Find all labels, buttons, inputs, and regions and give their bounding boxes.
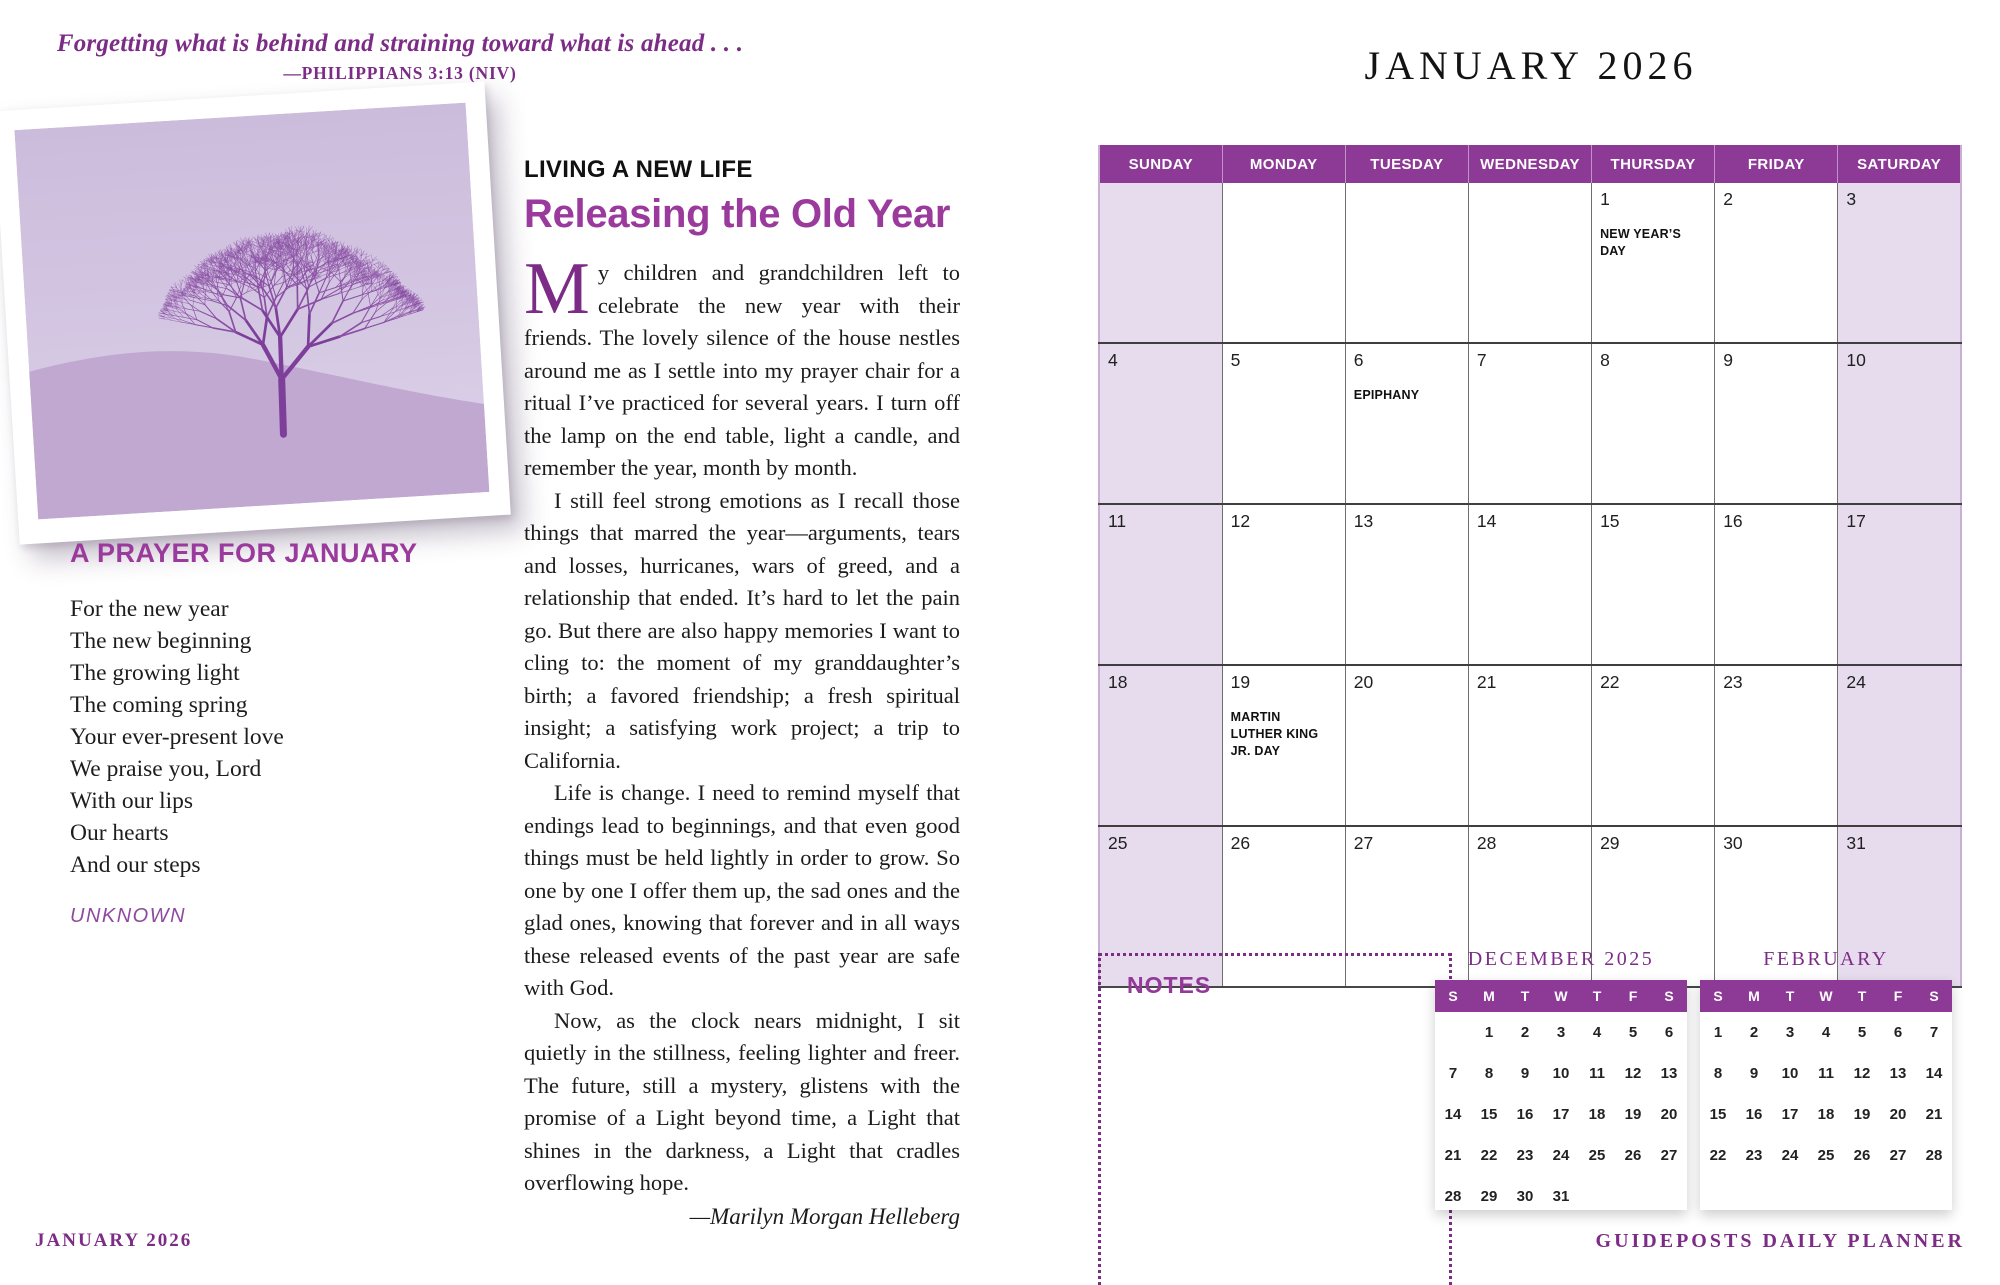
mini-day-cell: 21 xyxy=(1444,1147,1462,1164)
mini-weekday-header: T xyxy=(1579,980,1615,1012)
mini-day-cell: 20 xyxy=(1889,1106,1907,1123)
mini-day-cell: 30 xyxy=(1516,1188,1534,1205)
mini-day-cell: 4 xyxy=(1592,1024,1602,1041)
prayer-lines xyxy=(70,593,470,881)
mini-day-cell: 3 xyxy=(1785,1024,1795,1041)
mini-day-cell: 22 xyxy=(1480,1147,1498,1164)
mini-weekday-header: W xyxy=(1808,980,1844,1012)
mini-day-cell xyxy=(1579,1176,1615,1210)
mini-day-cell xyxy=(1435,1012,1471,1053)
mini-day-cell: 1 xyxy=(1713,1024,1723,1041)
calendar-grid xyxy=(1099,183,1961,987)
mini-day-cell: 23 xyxy=(1516,1147,1534,1164)
left-page-footer: JANUARY 2026 xyxy=(35,1230,193,1251)
prayer-line: And our steps xyxy=(70,852,201,878)
mini-day-cell: 8 xyxy=(1484,1065,1494,1082)
calendar-day-cell xyxy=(1715,504,1838,665)
mini-day-cell: 8 xyxy=(1713,1065,1723,1082)
calendar-day-cell xyxy=(1715,665,1838,826)
mini-calendar-table xyxy=(1435,980,1687,1210)
mini-weekday-header: T xyxy=(1772,980,1808,1012)
mini-day-cell: 25 xyxy=(1588,1147,1606,1164)
day-number: 30 xyxy=(1723,833,1743,853)
day-number: 13 xyxy=(1353,511,1374,531)
mini-day-cell: 2 xyxy=(1520,1024,1530,1041)
calendar-day-cell xyxy=(1592,343,1715,504)
tree-photo xyxy=(0,81,511,544)
day-number: 23 xyxy=(1723,672,1743,692)
calendar-day-cell xyxy=(1345,183,1468,343)
day-number: 8 xyxy=(1600,350,1610,370)
calendar-day-cell xyxy=(1099,665,1222,826)
mini-day-cell: 12 xyxy=(1853,1065,1871,1082)
mini-week-row xyxy=(1700,1135,1952,1176)
calendar-day-cell xyxy=(1838,343,1961,504)
day-number: 16 xyxy=(1723,511,1743,531)
day-number: 26 xyxy=(1230,833,1251,853)
day-number: 27 xyxy=(1353,833,1374,853)
day-number: 19 xyxy=(1230,672,1251,692)
calendar-week-row xyxy=(1099,343,1961,504)
prayer-line: We praise you, Lord xyxy=(70,756,262,782)
mini-weekday-header: F xyxy=(1615,980,1651,1012)
prayer-block xyxy=(70,538,470,928)
tree-photo-scene xyxy=(14,103,489,520)
mini-day-cell: 26 xyxy=(1853,1147,1871,1164)
mini-day-cell: 2 xyxy=(1749,1024,1759,1041)
mini-day-cell: 17 xyxy=(1781,1106,1799,1123)
mini-weekday-header: S xyxy=(1700,980,1736,1012)
mini-day-cell: 14 xyxy=(1925,1065,1943,1082)
mini-week-row xyxy=(1435,1053,1687,1094)
day-number: 4 xyxy=(1108,350,1118,370)
mini-day-cell: 9 xyxy=(1749,1065,1759,1082)
calendar-day-cell xyxy=(1099,183,1222,343)
mini-day-cell: 10 xyxy=(1781,1065,1799,1082)
mini-day-cell: 24 xyxy=(1781,1147,1799,1164)
mini-day-cell xyxy=(1615,1176,1651,1210)
weekday-header: WEDNESDAY xyxy=(1468,145,1591,183)
article-paragraph xyxy=(524,248,960,485)
day-number: 12 xyxy=(1230,511,1251,531)
drop-cap: M xyxy=(524,248,590,330)
mini-day-cell: 12 xyxy=(1624,1065,1642,1082)
mini-day-cell: 26 xyxy=(1624,1147,1642,1164)
prayer-line: The coming spring xyxy=(70,692,248,718)
day-number: 25 xyxy=(1108,833,1128,853)
day-number: 18 xyxy=(1108,672,1128,692)
calendar-day-cell xyxy=(1222,504,1345,665)
mini-day-cell: 27 xyxy=(1660,1147,1678,1164)
prayer-line: For the new year xyxy=(70,596,229,622)
weekday-header: THURSDAY xyxy=(1592,145,1715,183)
mini-calendar-table xyxy=(1700,980,1952,1176)
mini-weekday-header-row xyxy=(1435,980,1687,1012)
mini-day-cell: 16 xyxy=(1516,1106,1534,1123)
calendar-day-cell xyxy=(1345,665,1468,826)
mini-day-cell: 11 xyxy=(1589,1065,1605,1082)
mini-day-cell: 25 xyxy=(1817,1147,1835,1164)
day-number: 15 xyxy=(1600,511,1620,531)
mini-weekday-header: M xyxy=(1471,980,1507,1012)
devotional-article xyxy=(524,156,960,1230)
mini-calendar-title: DECEMBER 2025 xyxy=(1467,948,1655,970)
day-number: 10 xyxy=(1846,350,1866,370)
calendar-day-cell xyxy=(1099,343,1222,504)
prayer-line: With our lips xyxy=(70,788,194,814)
mini-calendar-box xyxy=(1435,980,1687,1210)
mini-day-cell: 14 xyxy=(1444,1106,1462,1123)
mini-day-cell: 23 xyxy=(1745,1147,1763,1164)
day-number: 28 xyxy=(1476,833,1497,853)
mini-day-cell: 6 xyxy=(1893,1024,1903,1041)
mini-day-cell: 9 xyxy=(1520,1065,1530,1082)
calendar-day-cell xyxy=(1592,183,1715,343)
mini-day-cell: 1 xyxy=(1484,1024,1494,1041)
day-number: 24 xyxy=(1846,672,1866,692)
weekday-header: SATURDAY xyxy=(1838,145,1961,183)
mini-week-row xyxy=(1435,1094,1687,1135)
calendar-week-row xyxy=(1099,665,1961,826)
scripture-quote xyxy=(55,30,745,84)
day-number: 14 xyxy=(1476,511,1497,531)
weekday-header: SUNDAY xyxy=(1099,145,1222,183)
mini-weekday-header: S xyxy=(1916,980,1952,1012)
mini-day-cell: 6 xyxy=(1664,1024,1674,1041)
mini-weekday-header-row xyxy=(1700,980,1952,1012)
day-number: 31 xyxy=(1846,833,1866,853)
right-page-footer: GUIDEPOSTS DAILY PLANNER xyxy=(1595,1230,1965,1252)
calendar-day-cell xyxy=(1715,183,1838,343)
day-number: 5 xyxy=(1230,350,1241,370)
mini-day-cell: 7 xyxy=(1929,1024,1939,1041)
weekday-header: FRIDAY xyxy=(1715,145,1838,183)
mini-day-cell: 7 xyxy=(1448,1065,1458,1082)
mini-day-cell: 5 xyxy=(1857,1024,1867,1041)
day-number: 22 xyxy=(1600,672,1620,692)
mini-week-row xyxy=(1700,1012,1952,1053)
day-number: 6 xyxy=(1353,350,1364,370)
weekday-header-row xyxy=(1099,145,1961,183)
article-title: Releasing the Old Year xyxy=(524,192,951,236)
calendar-day-cell xyxy=(1592,504,1715,665)
prayer-line: The growing light xyxy=(70,660,240,686)
prayer-attribution: UNKNOWN xyxy=(70,905,187,927)
mini-weekday-header: W xyxy=(1543,980,1579,1012)
notes-label: NOTES xyxy=(1127,972,1212,998)
day-number: 7 xyxy=(1476,350,1487,370)
mini-day-cell xyxy=(1651,1176,1687,1210)
mini-weekday-header: M xyxy=(1736,980,1772,1012)
day-number: 11 xyxy=(1108,511,1127,531)
mini-weekday-header: T xyxy=(1507,980,1543,1012)
holiday-label: NEW YEAR’S DAY xyxy=(1600,227,1682,258)
article-paragraph: I still feel strong emotions as I recall those things that marred the year—arguments, tears and losses, hurricanes, wars of greed, and a relationship that ended. It’s hard to let the pain go. But there are also happy memories I want to cling to: the moment of my granddaughter’s birth; a favored friendship; a fresh spiritual insight; a satisfying work project; a trip to California. xyxy=(524,487,960,773)
calendar-day-cell xyxy=(1838,183,1961,343)
mini-day-cell: 19 xyxy=(1624,1106,1642,1123)
paragraph-text: y children and grandchildren left to celebrate the new year with their friends. The lovely silence of the house nestles around me as I settle into my prayer chair for a ritual I’ve practiced for several years. I turn off the lamp on the end table, light a candle, and remember the year, month by month. xyxy=(524,260,960,480)
mini-day-cell: 29 xyxy=(1480,1188,1498,1205)
calendar-day-cell xyxy=(1345,504,1468,665)
calendar-day-cell xyxy=(1838,665,1961,826)
mini-day-cell: 18 xyxy=(1588,1106,1606,1123)
article-body xyxy=(524,248,960,1230)
calendar-day-cell xyxy=(1222,665,1345,826)
mini-day-cell: 16 xyxy=(1745,1106,1763,1123)
day-number: 21 xyxy=(1476,672,1497,692)
mini-day-cell: 3 xyxy=(1556,1024,1566,1041)
mini-day-cell: 15 xyxy=(1709,1106,1727,1123)
mini-calendar-february xyxy=(1700,948,1952,1210)
month-title: JANUARY 2026 xyxy=(1364,43,1698,88)
calendar-week-row xyxy=(1099,504,1961,665)
mini-day-cell: 20 xyxy=(1660,1106,1678,1123)
mini-day-cell: 28 xyxy=(1444,1188,1462,1205)
calendar-day-cell xyxy=(1468,183,1591,343)
calendar-day-cell xyxy=(1838,504,1961,665)
mini-day-cell: 5 xyxy=(1628,1024,1638,1041)
scripture-reference: —PHILIPPIANS 3:13 (NIV) xyxy=(283,63,517,83)
calendar-day-cell xyxy=(1222,343,1345,504)
calendar-week-row xyxy=(1099,183,1961,343)
calendar-day-cell xyxy=(1592,665,1715,826)
holiday-label: MARTIN LUTHER KING JR. DAY xyxy=(1230,710,1319,758)
prayer-line: The new beginning xyxy=(70,628,252,654)
mini-week-row xyxy=(1435,1012,1687,1053)
mini-day-cell: 28 xyxy=(1925,1147,1943,1164)
mini-day-cell: 19 xyxy=(1853,1106,1871,1123)
mini-day-cell: 17 xyxy=(1552,1106,1570,1123)
day-number: 17 xyxy=(1846,511,1866,531)
calendar-day-cell xyxy=(1222,183,1345,343)
calendar-day-cell xyxy=(1345,343,1468,504)
mini-weekday-header: S xyxy=(1435,980,1471,1012)
calendar-day-cell xyxy=(1099,504,1222,665)
mini-day-cell: 15 xyxy=(1480,1106,1498,1123)
mini-day-cell: 13 xyxy=(1660,1065,1678,1082)
month-calendar xyxy=(1098,145,1962,988)
calendar-day-cell xyxy=(1468,343,1591,504)
notes-box xyxy=(1098,953,1452,1285)
mini-week-row xyxy=(1435,1176,1687,1210)
calendar-day-cell xyxy=(1468,504,1591,665)
mini-day-cell: 31 xyxy=(1552,1188,1570,1205)
prayer-line: Our hearts xyxy=(70,820,169,846)
prayer-line: Your ever-present love xyxy=(70,724,284,750)
mini-week-row xyxy=(1700,1094,1952,1135)
mini-day-cell: 13 xyxy=(1889,1065,1907,1082)
day-number: 20 xyxy=(1353,672,1374,692)
article-paragraph: Now, as the clock nears midnight, I sit quietly in the stillness, feeling lighter and freer. The future, still a mystery, glistens with the promise of a Light beyond time, a Light that shines in the darkness, a Light that cradles overflowing hope. xyxy=(524,1007,960,1195)
mini-day-cell: 22 xyxy=(1709,1147,1727,1164)
calendar-day-cell xyxy=(1715,343,1838,504)
scripture-quote-text: Forgetting what is behind and straining toward what is ahead . . . xyxy=(56,30,744,57)
mini-day-cell: 4 xyxy=(1821,1024,1831,1041)
weekday-header: TUESDAY xyxy=(1345,145,1468,183)
article-kicker: LIVING A NEW LIFE xyxy=(524,156,753,183)
day-number: 1 xyxy=(1600,189,1610,209)
day-number: 2 xyxy=(1723,189,1733,209)
holiday-label: EPIPHANY xyxy=(1353,388,1420,402)
mini-day-cell: 24 xyxy=(1552,1147,1570,1164)
mini-weekday-header: T xyxy=(1844,980,1880,1012)
mini-day-cell: 11 xyxy=(1818,1065,1834,1082)
article-byline: —Marilyn Morgan Helleberg xyxy=(689,1203,960,1229)
mini-day-cell: 21 xyxy=(1925,1106,1943,1123)
mini-calendar-box xyxy=(1700,980,1952,1210)
day-number: 9 xyxy=(1723,350,1733,370)
mini-calendar-december xyxy=(1435,948,1687,1210)
mini-weekday-header: S xyxy=(1651,980,1687,1012)
mini-week-row xyxy=(1700,1053,1952,1094)
day-number: 3 xyxy=(1846,189,1857,209)
article-paragraph: Life is change. I need to remind myself that endings lead to beginnings, and that even good things must be held lightly in order to grow. So one by one I offer them up, the sad ones and the glad ones, knowing that forever and in all ways these released events of the past year are safe with God. xyxy=(524,780,960,1000)
weekday-header: MONDAY xyxy=(1222,145,1345,183)
mini-calendar-title: FEBRUARY xyxy=(1763,948,1889,970)
mini-day-cell: 10 xyxy=(1552,1065,1570,1082)
mini-day-cell: 18 xyxy=(1817,1106,1835,1123)
prayer-heading: A PRAYER FOR JANUARY xyxy=(70,538,418,568)
mini-day-cell: 27 xyxy=(1889,1147,1907,1164)
mini-weekday-header: F xyxy=(1880,980,1916,1012)
calendar-day-cell xyxy=(1468,665,1591,826)
mini-week-row xyxy=(1435,1135,1687,1176)
day-number: 29 xyxy=(1600,833,1620,853)
